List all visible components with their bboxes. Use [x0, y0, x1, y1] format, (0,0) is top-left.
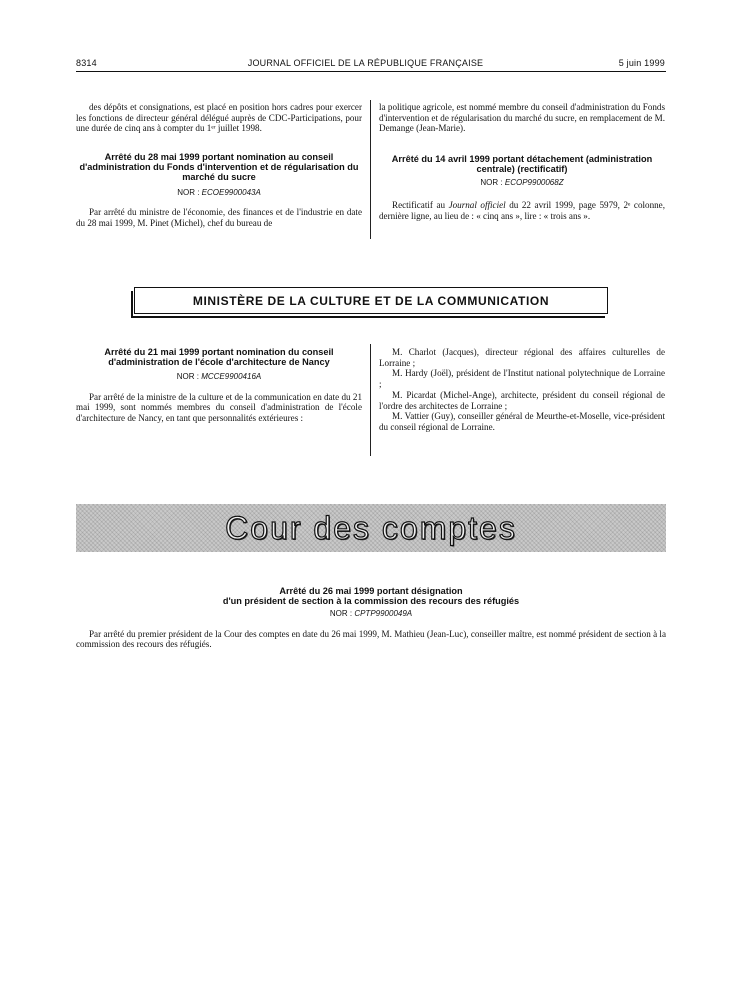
member-item: M. Picardat (Michel-Ange), architecte, président du conseil régional de l'ordre des architectes de Lorraine ; [379, 389, 665, 411]
nor-code: ECOP9900068Z [504, 178, 564, 188]
nor-code: ECOE9900043A [201, 188, 261, 198]
nor-code: CPTP9900049A [354, 609, 413, 618]
top-left-column [76, 102, 362, 228]
nor-label: NOR : [329, 609, 353, 618]
nor-code: MCCE9900416A [201, 372, 262, 381]
arrete-title: Arrêté du 28 mai 1999 portant nomination au conseil d'administration du Fonds d'intervention et de régularisation du marché du sucre [79, 152, 359, 183]
nor-reference [379, 178, 665, 189]
arrete-title-line-1: Arrêté du 26 mai 1999 portant désignation [279, 586, 463, 596]
culture-right-column [379, 347, 665, 433]
member-item: M. Hardy (Joël), président de l'Institut national polytechnique de Lorraine ; [379, 368, 665, 390]
ministry-name: MINISTÈRE DE LA CULTURE ET DE LA COMMUNICATION [192, 293, 550, 308]
journal-title: JOURNAL OFFICIEL DE LA RÉPUBLIQUE FRANÇAISE [247, 58, 484, 68]
nor-reference [76, 372, 362, 383]
arrete-body: Par arrêté du premier président de la Cour des comptes en date du 26 mai 1999, M. Mathieu (Jean-Luc), conseiller maître, est nommé président de section à la commission des recours des réfugiés. [76, 628, 666, 650]
journal-reference: Journal officiel [448, 199, 506, 210]
member-item: M. Vattier (Guy), conseiller général de Meurthe-et-Moselle, vice-président du conseil régional de Lorraine. [379, 411, 665, 432]
top-right-column [379, 102, 665, 221]
banner-title: Cour des comptes [225, 509, 517, 546]
arrete-title: Arrêté du 14 avril 1999 portant détachement (administration centrale) (rectificatif) [391, 154, 653, 175]
continuation-text: des dépôts et consignations, est placé en position hors cadres pour exercer les fonctions de directeur général délégué auprès de CDC-Participations, pour une durée de cinq ans à compter du 1ᵉʳ juillet 1998. [76, 102, 362, 134]
column-divider-top [370, 100, 371, 239]
column-divider-culture [370, 344, 371, 456]
member-item: M. Charlot (Jacques), directeur régional des affaires culturelles de Lorraine ; [379, 347, 665, 368]
cour-section [76, 586, 666, 650]
arrete-body: Par arrêté du ministre de l'économie, des finances et de l'industrie en date du 28 mai 1999, M. Pinet (Michel), chef du bureau de [76, 206, 362, 228]
nor-label: NOR : [480, 178, 503, 188]
nor-label: NOR : [177, 188, 200, 198]
arrete-body: Par arrêté de la ministre de la culture et de la communication en date du 21 mai 1999, sont nommés membres du conseil d'administration de l'école d'architecture de Nancy, en tant que personnalités extérieures : [76, 391, 362, 424]
issue-date: 5 juin 1999 [618, 58, 665, 68]
arrete-title: Arrêté du 21 mai 1999 portant nomination du conseil d'administration de l'école d'architecture de Nancy [104, 347, 334, 367]
nor-label: NOR : [176, 372, 199, 381]
ministry-heading-box [134, 287, 608, 314]
nor-reference [76, 188, 362, 199]
header-rule [76, 71, 666, 72]
rectificatif-body: Rectificatif au Journal officiel du 22 avril 1999, page 5979, 2ᵉ colonne, dernière ligne, au lieu de : « cinq ans », lire : « trois ans ». [379, 199, 665, 221]
nor-reference [76, 609, 666, 620]
page-number: 8314 [76, 58, 97, 68]
cour-des-comptes-banner [76, 504, 666, 552]
arrete-title-line-2: d'un président de section à la commission des recours des réfugiés [222, 596, 520, 606]
culture-left-column [76, 347, 362, 424]
continuation-text: la politique agricole, est nommé membre du conseil d'administration du Fonds d'intervention et de régularisation du marché du sucre, en remplacement de M. Demange (Jean-Marie). [379, 102, 665, 134]
